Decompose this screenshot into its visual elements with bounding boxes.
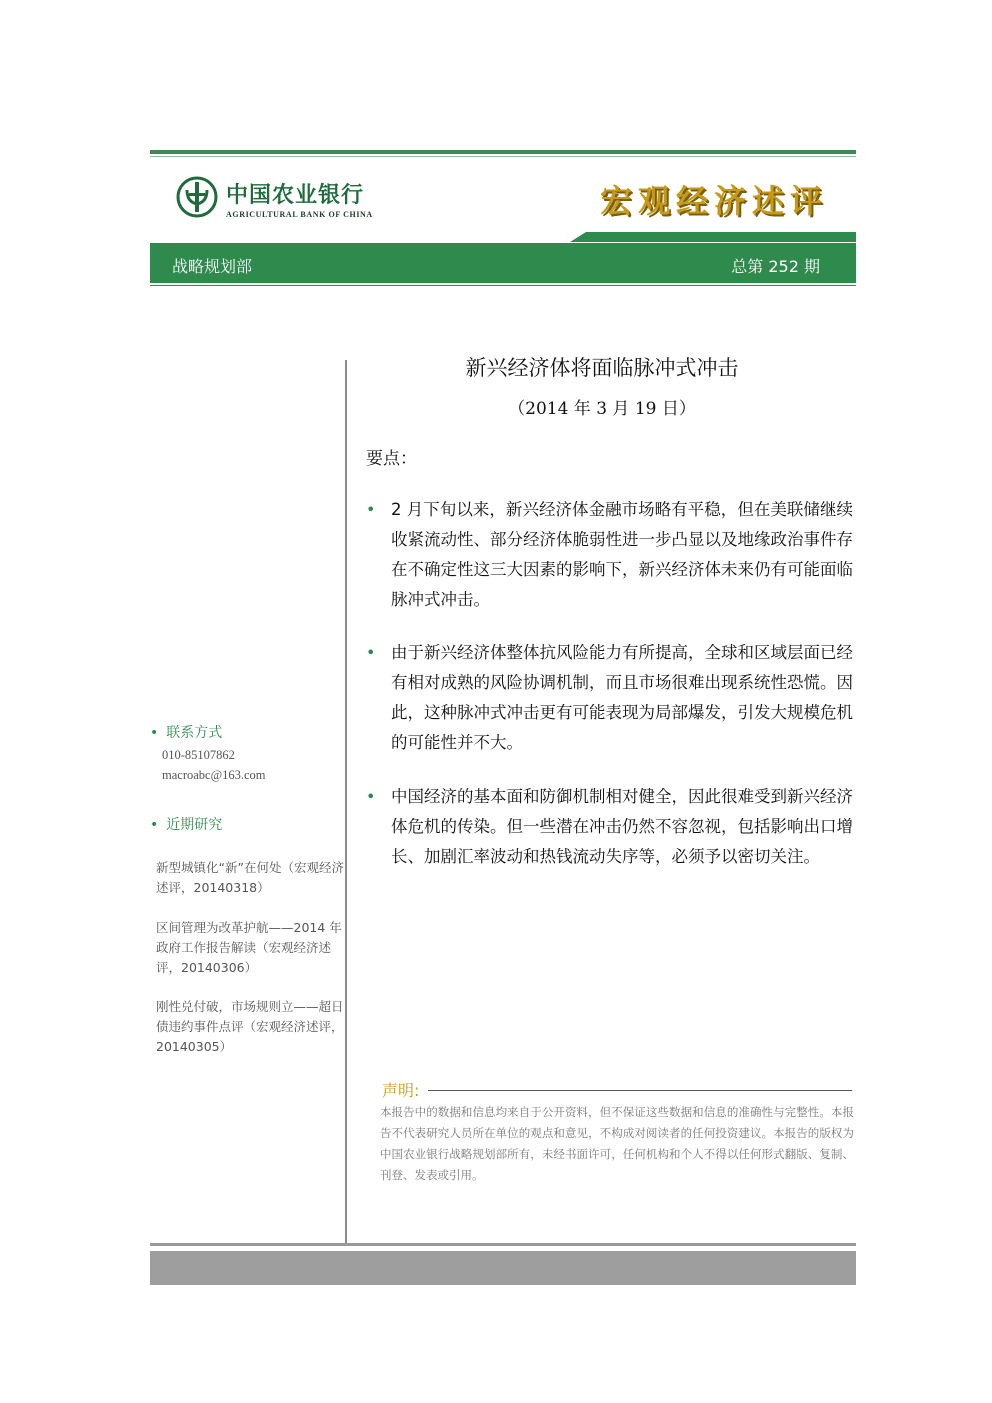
keypoints-heading: 要点： (366, 449, 417, 469)
keypoint-text: 由于新兴经济体整体抗风险能力有所提高，全球和区域层面已经有相对成熟的风险协调机制，而且市场很难出现系统性恐慌。因此，这种脉冲式冲击更有可能表现为局部爆发，引发大规模危机的可能性并不大。 (391, 643, 853, 752)
recent-research-item[interactable]: 刚性兑付破，市场规则立——超日债违约事件点评（宏观经济述评，20140305） (156, 999, 344, 1054)
header-wedge-decoration (570, 232, 856, 242)
header-top-rule-thin (150, 156, 856, 157)
article-date: （2014 年 3 月 19 日） (508, 399, 696, 419)
keypoint-item (366, 638, 852, 762)
contact-phone: 010-85107862 (162, 748, 235, 762)
bullet-dot-icon: • (150, 817, 159, 833)
keypoint-item (366, 782, 852, 906)
contact-heading-label: 联系方式 (166, 725, 223, 741)
contact-email[interactable]: macroabc@163.com (162, 768, 266, 782)
disclaimer-rule (428, 1090, 852, 1091)
header-top-rule (150, 150, 856, 154)
bullet-dot-icon: • (366, 500, 376, 519)
disclaimer-text: 本报告中的数据和信息均来自于公开资料，但不保证这些数据和信息的准确性与完整性。本报告不代表研究人员所在单位的观点和意见，不构成对阅读者的任何投资建议。本报告的版权为中国农业银行战略规划部所有，未经书面许可，任何机构和个人不得以任何形式翻版、复制、刊登、发表或引用。 (380, 1105, 854, 1182)
bank-logo (176, 176, 406, 228)
disclaimer-heading: 声明: (382, 1081, 420, 1100)
keypoint-text: 2 月下旬以来，新兴经济体金融市场略有平稳，但在美联储继续收紧流动性、部分经济体脆弱性进一步凸显以及地缘政治事件存在不确定性这三大因素的影响下，新兴经济体未来仍有可能面临脉冲式冲击。 (391, 500, 853, 609)
issue-number: 总第 252 期 (731, 257, 820, 276)
recent-research-heading (150, 814, 222, 834)
keypoint-text: 中国经济的基本面和防御机制相对健全，因此很难受到新兴经济体危机的传染。但一些潜在冲击仍然不容忽视，包括影响出口增长、加剧汇率波动和热钱流动失序等，必须予以密切关注。 (391, 787, 853, 866)
abc-bank-logo-icon (176, 176, 218, 218)
department-label: 战略规划部 (172, 257, 253, 276)
bank-name-en: AGRICULTURAL BANK OF CHINA (226, 210, 373, 219)
header-band-underline (150, 285, 856, 286)
recent-research-item[interactable]: 区间管理为改革护航——2014 年政府工作报告解读（宏观经济述评，20140306） (156, 920, 342, 975)
keypoint-item (366, 495, 852, 619)
article-title: 新兴经济体将面临脉冲式冲击 (465, 356, 739, 380)
bullet-dot-icon: • (366, 643, 376, 662)
column-divider (345, 360, 347, 1245)
bullet-dot-icon: • (150, 725, 159, 741)
footer-rule (150, 1243, 856, 1246)
footer-band (150, 1251, 856, 1285)
bullet-dot-icon: • (366, 787, 376, 806)
recent-research-heading-label: 近期研究 (166, 817, 223, 833)
recent-research-item[interactable]: 新型城镇化“新”在何处（宏观经济述评，20140318） (156, 860, 344, 895)
contact-heading (150, 722, 222, 742)
bank-name-cn: 中国农业银行 (226, 183, 365, 208)
publication-title: 宏观经济述评 (600, 182, 829, 220)
